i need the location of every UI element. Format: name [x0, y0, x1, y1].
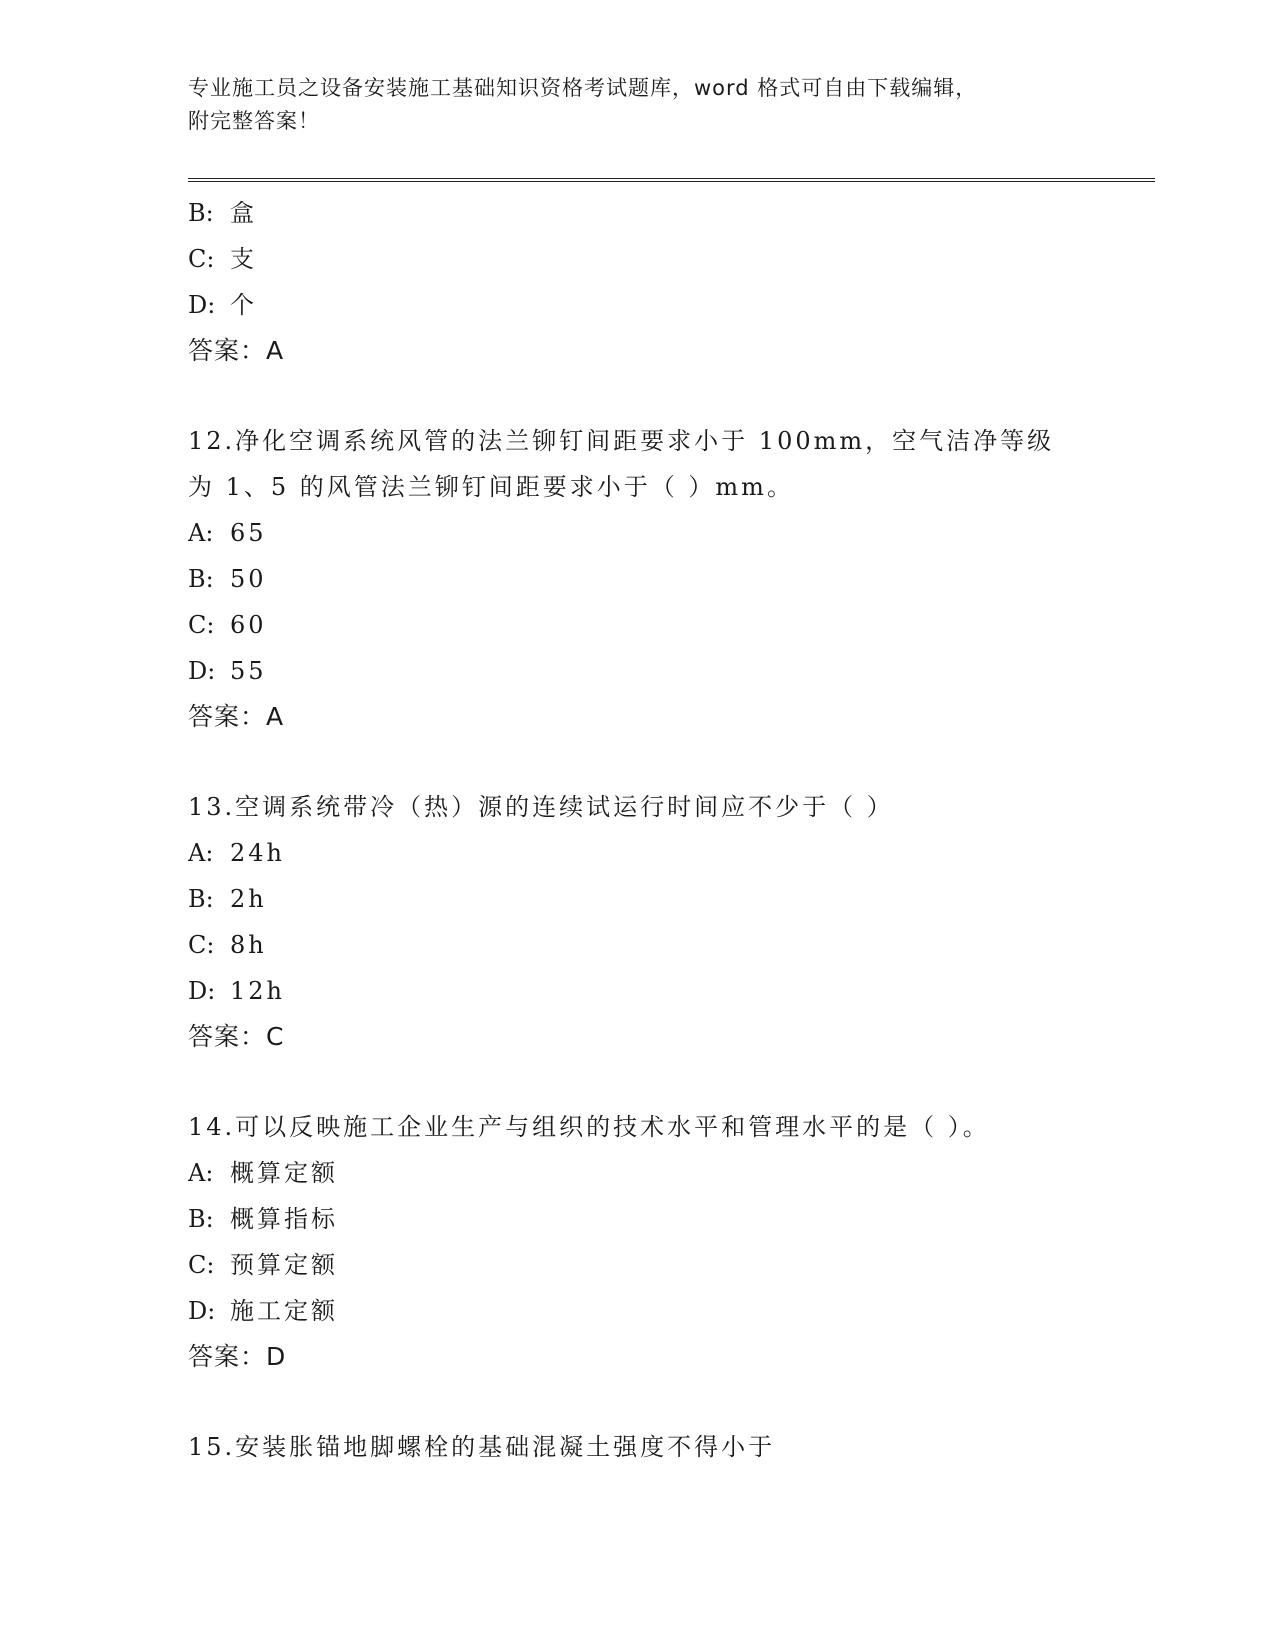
question-11-continued [188, 190, 1128, 374]
option-d: D: 个 [188, 291, 257, 319]
question-text-continued: 为 1、5 的风管法兰铆钉间距要求小于（ ）mm。 [188, 473, 794, 501]
option-b: B: 概算指标 [188, 1205, 338, 1233]
question-12 [188, 418, 1128, 740]
header-line-2: 附完整答案！ [188, 109, 320, 133]
option-b: B: 50 [188, 565, 267, 593]
option-a: A: 24h [188, 839, 285, 867]
option-d: D: 施工定额 [188, 1297, 338, 1325]
header-line-1: 专业施工员之设备安装施工基础知识资格考试题库，word 格式可自由下载编辑， [188, 76, 978, 100]
option-b: B: 盒 [188, 199, 257, 227]
option-c: C: 8h [188, 931, 267, 959]
page-header [188, 72, 1068, 138]
option-b: B: 2h [188, 885, 267, 913]
option-c: C: 预算定额 [188, 1251, 338, 1279]
answer-line: 答案：A [188, 702, 285, 731]
option-c: C: 60 [188, 611, 267, 639]
option-c: C: 支 [188, 245, 257, 273]
question-text: 12.净化空调系统风管的法兰铆钉间距要求小于 100mm，空气洁净等级 [188, 427, 1055, 455]
answer-line: 答案：C [188, 1022, 285, 1051]
option-d: D: 12h [188, 977, 285, 1005]
question-15 [188, 1424, 1128, 1470]
question-13 [188, 784, 1128, 1060]
header-divider [188, 178, 1155, 182]
option-d: D: 55 [188, 657, 267, 685]
document-body [188, 190, 1128, 1470]
question-text: 14.可以反映施工企业生产与组织的技术水平和管理水平的是（ ）。 [188, 1113, 990, 1141]
question-text: 13.空调系统带冷（热）源的连续试运行时间应不少于（ ） [188, 793, 894, 821]
answer-line: 答案：A [188, 336, 285, 365]
question-text: 15.安装胀锚地脚螺栓的基础混凝土强度不得小于 [188, 1433, 776, 1461]
question-14 [188, 1104, 1128, 1380]
answer-line: 答案：D [188, 1342, 287, 1371]
option-a: A: 65 [188, 519, 267, 547]
option-a: A: 概算定额 [188, 1159, 338, 1187]
